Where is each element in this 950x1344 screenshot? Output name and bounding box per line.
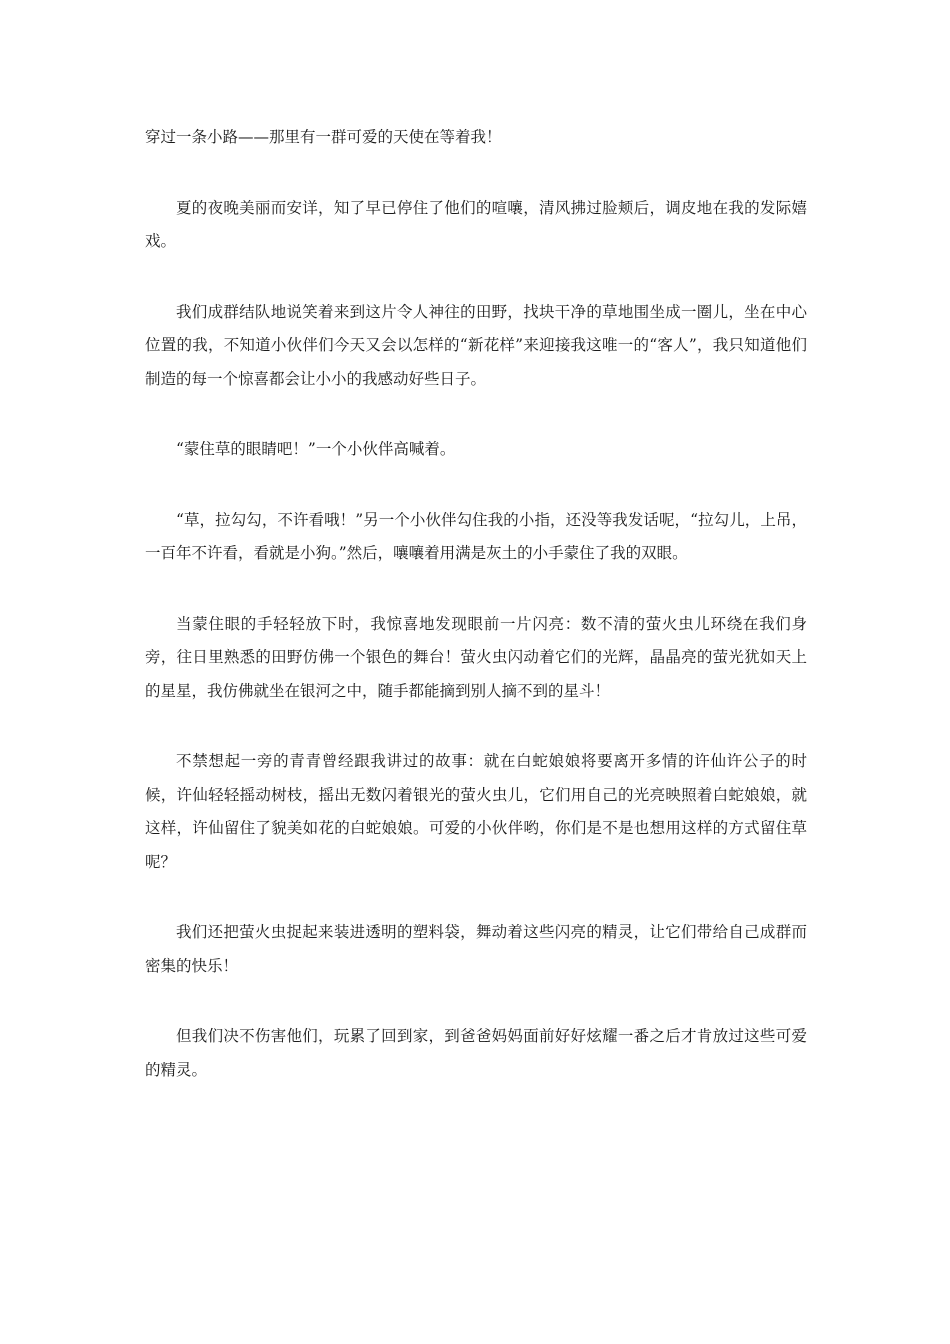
paragraph-3: 我们成群结队地说笑着来到这片令人神往的田野，找块干净的草地围坐成一圈儿，坐在中心位置的我，不知道小伙伴们今天又会以怎样的“新花样”来迎接我这唯一的“客人”，我只知道他们制造的每一个惊喜都会让小小的我感动好些日子。 (145, 302, 807, 388)
paragraph-9: 但我们决不伤害他们，玩累了回到家，到爸爸妈妈面前好好炫耀一番之后才肯放过这些可爱的精灵。 (145, 1027, 807, 1079)
paragraph-1: 穿过一条小路——那里有一群可爱的天使在等着我！ (145, 128, 502, 146)
paragraph-8: 我们还把萤火虫捉起来装进透明的塑料袋，舞动着这些闪亮的精灵，让它们带给自己成群而密集的快乐！ (145, 923, 807, 975)
paragraph-5: “草，拉勾勾，不许看哦！”另一个小伙伴勾住我的小指，还没等我发话呢，“拉勾儿，上吊，一百年不许看，看就是小狗。”然后，嚷嚷着用满是灰土的小手蒙住了我的双眼。 (145, 510, 807, 562)
paragraph-2: 夏的夜晚美丽而安详，知了早已停住了他们的喧嚷，清风拂过脸颊后，调皮地在我的发际嬉戏。 (145, 198, 807, 250)
paragraph-6: 当蒙住眼的手轻轻放下时，我惊喜地发现眼前一片闪亮：数不清的萤火虫儿环绕在我们身旁，往日里熟悉的田野仿佛一个银色的舞台！萤火虫闪动着它们的光辉，晶晶亮的萤光犹如天上的星星，我仿佛就坐在银河之中，随手都能摘到别人摘不到的星斗！ (145, 614, 807, 700)
document-page (145, 121, 807, 1124)
paragraph-7: 不禁想起一旁的青青曾经跟我讲过的故事：就在白蛇娘娘将要离开多情的许仙许公子的时候，许仙轻轻摇动树枝，摇出无数闪着银光的萤火虫儿，它们用自己的光亮映照着白蛇娘娘，就这样，许仙留住了貌美如花的白蛇娘娘。可爱的小伙伴哟，你们是不是也想用这样的方式留住草呢？ (145, 752, 807, 871)
paragraph-4: “蒙住草的眼睛吧！”一个小伙伴高喊着。 (176, 440, 456, 458)
